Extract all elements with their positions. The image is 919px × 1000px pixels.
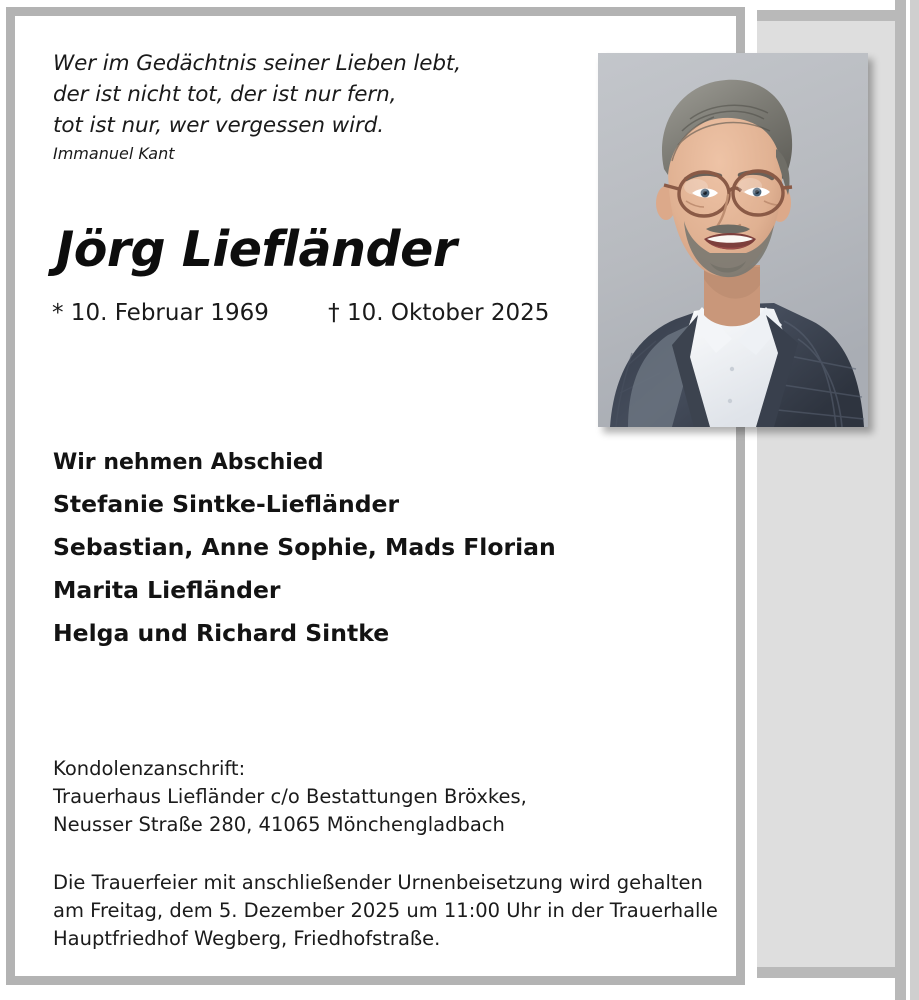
memorial-quote <box>53 48 533 166</box>
quote-line-1: Wer im Gedächtnis seiner Lieben lebt, <box>53 51 461 76</box>
page-right-rule-outer <box>895 0 906 1000</box>
life-dates <box>52 298 572 328</box>
birth-date: * 10. Februar 1969 <box>52 300 269 326</box>
quote-author: Immanuel Kant <box>53 144 175 163</box>
mourner-name: Sebastian, Anne Sophie, Mads Florian <box>53 533 556 561</box>
mourner-name: Marita Liefländer <box>53 576 281 604</box>
condolence-line: Trauerhaus Liefländer c/o Bestattungen Bröxkes, <box>53 785 527 808</box>
ceremony-line: Hauptfriedhof Wegberg, Friedhofstraße. <box>53 927 441 950</box>
quote-line-2: der ist nicht tot, der ist nur fern, <box>53 82 397 107</box>
condolence-address <box>53 755 713 839</box>
mourner-name: Helga und Richard Sintke <box>53 619 390 647</box>
ceremony-line: am Freitag, dem 5. Dezember 2025 um 11:00 Uhr in der Trauerhalle <box>53 899 718 922</box>
mourners-block <box>53 443 673 655</box>
condolence-label: Kondolenzanschrift: <box>53 757 246 780</box>
portrait-photo <box>598 53 868 427</box>
ceremony-line: Die Trauerfeier mit anschließender Urnenbeisetzung wird gehalten <box>53 871 703 894</box>
adjacent-column-top-rule <box>748 10 900 21</box>
mourner-name: Stefanie Sintke-Liefländer <box>53 490 400 518</box>
mourners-heading: Wir nehmen Abschied <box>53 450 324 475</box>
page-right-rule-inner <box>910 0 919 1000</box>
quote-line-3: tot ist nur, wer vergessen wird. <box>53 113 384 138</box>
ceremony-details <box>53 869 743 953</box>
condolence-line: Neusser Straße 280, 41065 Mönchengladbach <box>53 813 505 836</box>
deceased-name: Jörg Liefländer <box>56 221 457 278</box>
death-date: † 10. Oktober 2025 <box>328 300 550 326</box>
